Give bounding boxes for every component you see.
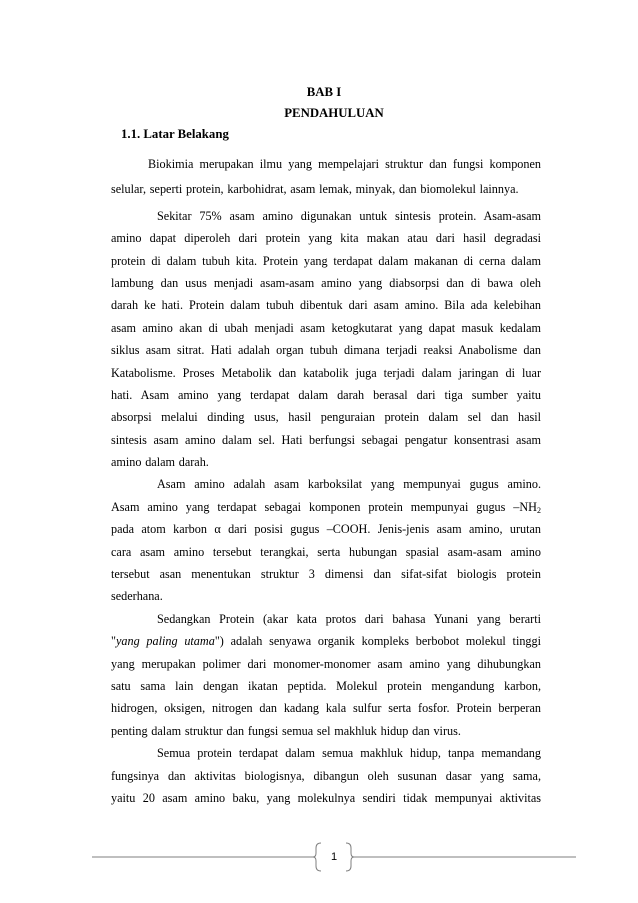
text-line: hidrogen, oksigen, nitrogen dan kadang kala sulfur serta fosfor. Protein berperan [111, 701, 541, 716]
paragraph-4 [111, 608, 541, 742]
chapter-number: BAB I [306, 85, 342, 99]
page-number-bracket-right [346, 843, 354, 871]
text-line: Sekitar 75% asam amino digunakan untuk sintesis protein. Asam-asam [157, 208, 541, 223]
page-number-bracket-left [313, 843, 321, 871]
text-line: darah ke hati. Protein dalam tubuh dibentuk dari asam amino. Bila ada kelebihan [111, 298, 541, 313]
text-line: hati. Asam amino yang terdapat dalam darah berasal dari tiga sumber yaitu [111, 387, 541, 402]
text-line: cara asam amino tersebut terangkai, serta hubungan spasial asam-asam amino [111, 544, 541, 559]
text-line: yaitu 20 asam amino baku, yang molekulnya sendiri tidak mempunyai aktivitas [111, 790, 541, 805]
text-line: protein di dalam tubuh kita. Protein yang terdapat dalam makanan di cerna dalam [111, 253, 541, 268]
paragraph-5 [111, 742, 541, 809]
text-line: amino dalam darah. [111, 455, 209, 470]
section-heading: 1.1. Latar Belakang [121, 127, 229, 141]
page-number: 1 [330, 851, 338, 863]
body-text [111, 152, 541, 810]
italic-run: yang paling utama [115, 634, 215, 649]
text-line: Sedangkan Protein (akar kata protos dari bahasa Yunani yang berarti [157, 611, 541, 626]
paragraph-1 [111, 152, 541, 202]
text-line: penting dalam struktur dan fungsi semua sel makhluk hidup dan virus. [111, 723, 461, 738]
text-run: " [111, 634, 116, 649]
text-line: sintesis asam amino dalam sel. Hati berfungsi sebagai pengatur konsentrasi asam [111, 432, 541, 447]
text-line: Asam amino adalah asam karboksilat yang mempunyai gugus amino. [157, 477, 541, 492]
text-line: amino dapat diperoleh dari protein yang kita makan atau dari hasil degradasi [111, 231, 541, 246]
text-line: Biokimia merupakan ilmu yang mempelajari struktur dan fungsi komponen [148, 156, 541, 171]
chapter-title: PENDAHULUAN [284, 106, 384, 120]
text-line: absorpsi melalui dinding usus, hasil penguraian protein dalam sel dan hasil [111, 410, 541, 425]
text-line [111, 496, 541, 518]
text-line: asam amino akan di ubah menjadi asam ketogkutarat yang dapat masuk kedalam [111, 320, 541, 335]
paragraph-3 [111, 473, 541, 607]
text-line: lambung dan usus menjadi asam-asam amino yang diabsorpsi dan di bawa oleh [111, 275, 541, 290]
text-line [111, 630, 541, 652]
paragraph-2 [111, 205, 541, 474]
text-line: satu sama lain dengan ikatan peptida. Molekul protein mengandung karbon, [111, 679, 541, 693]
text-line: selular, seperti protein, karbohidrat, asam lemak, minyak, dan biomolekul lainnya. [111, 181, 519, 196]
text-run: Asam amino yang terdapat sebagai komponen protein mempunyai gugus –NH [111, 499, 537, 514]
text-line: tersebut asan menentukan struktur 3 dimensi dan sifat-sifat biologis protein [111, 567, 541, 582]
text-line: yang merupakan polimer dari monomer-monomer asam amino yang dihubungkan [111, 656, 541, 671]
text-run: ") adalah senyawa organik kompleks berbobot molekul tinggi [214, 634, 542, 649]
text-line: fungsinya dan aktivitas biologisnya, dibangun oleh susunan dasar yang sama, [111, 768, 541, 783]
text-line: pada atom karbon α dari posisi gugus –COOH. Jenis-jenis asam amino, urutan [111, 522, 541, 537]
text-line: Katabolisme. Proses Metabolik dan katabolik juga terjadi dalam jaringan di luar [111, 365, 541, 380]
text-line: sederhana. [111, 589, 163, 604]
text-line: Semua protein terdapat dalam semua makhluk hidup, tanpa memandang [157, 746, 541, 761]
footer-rule [0, 835, 638, 880]
text-line: siklus asam sitrat. Hati adalah organ tubuh dimana terjadi reaksi Anabolisme dan [111, 343, 541, 358]
subscript: 2 [537, 505, 541, 515]
